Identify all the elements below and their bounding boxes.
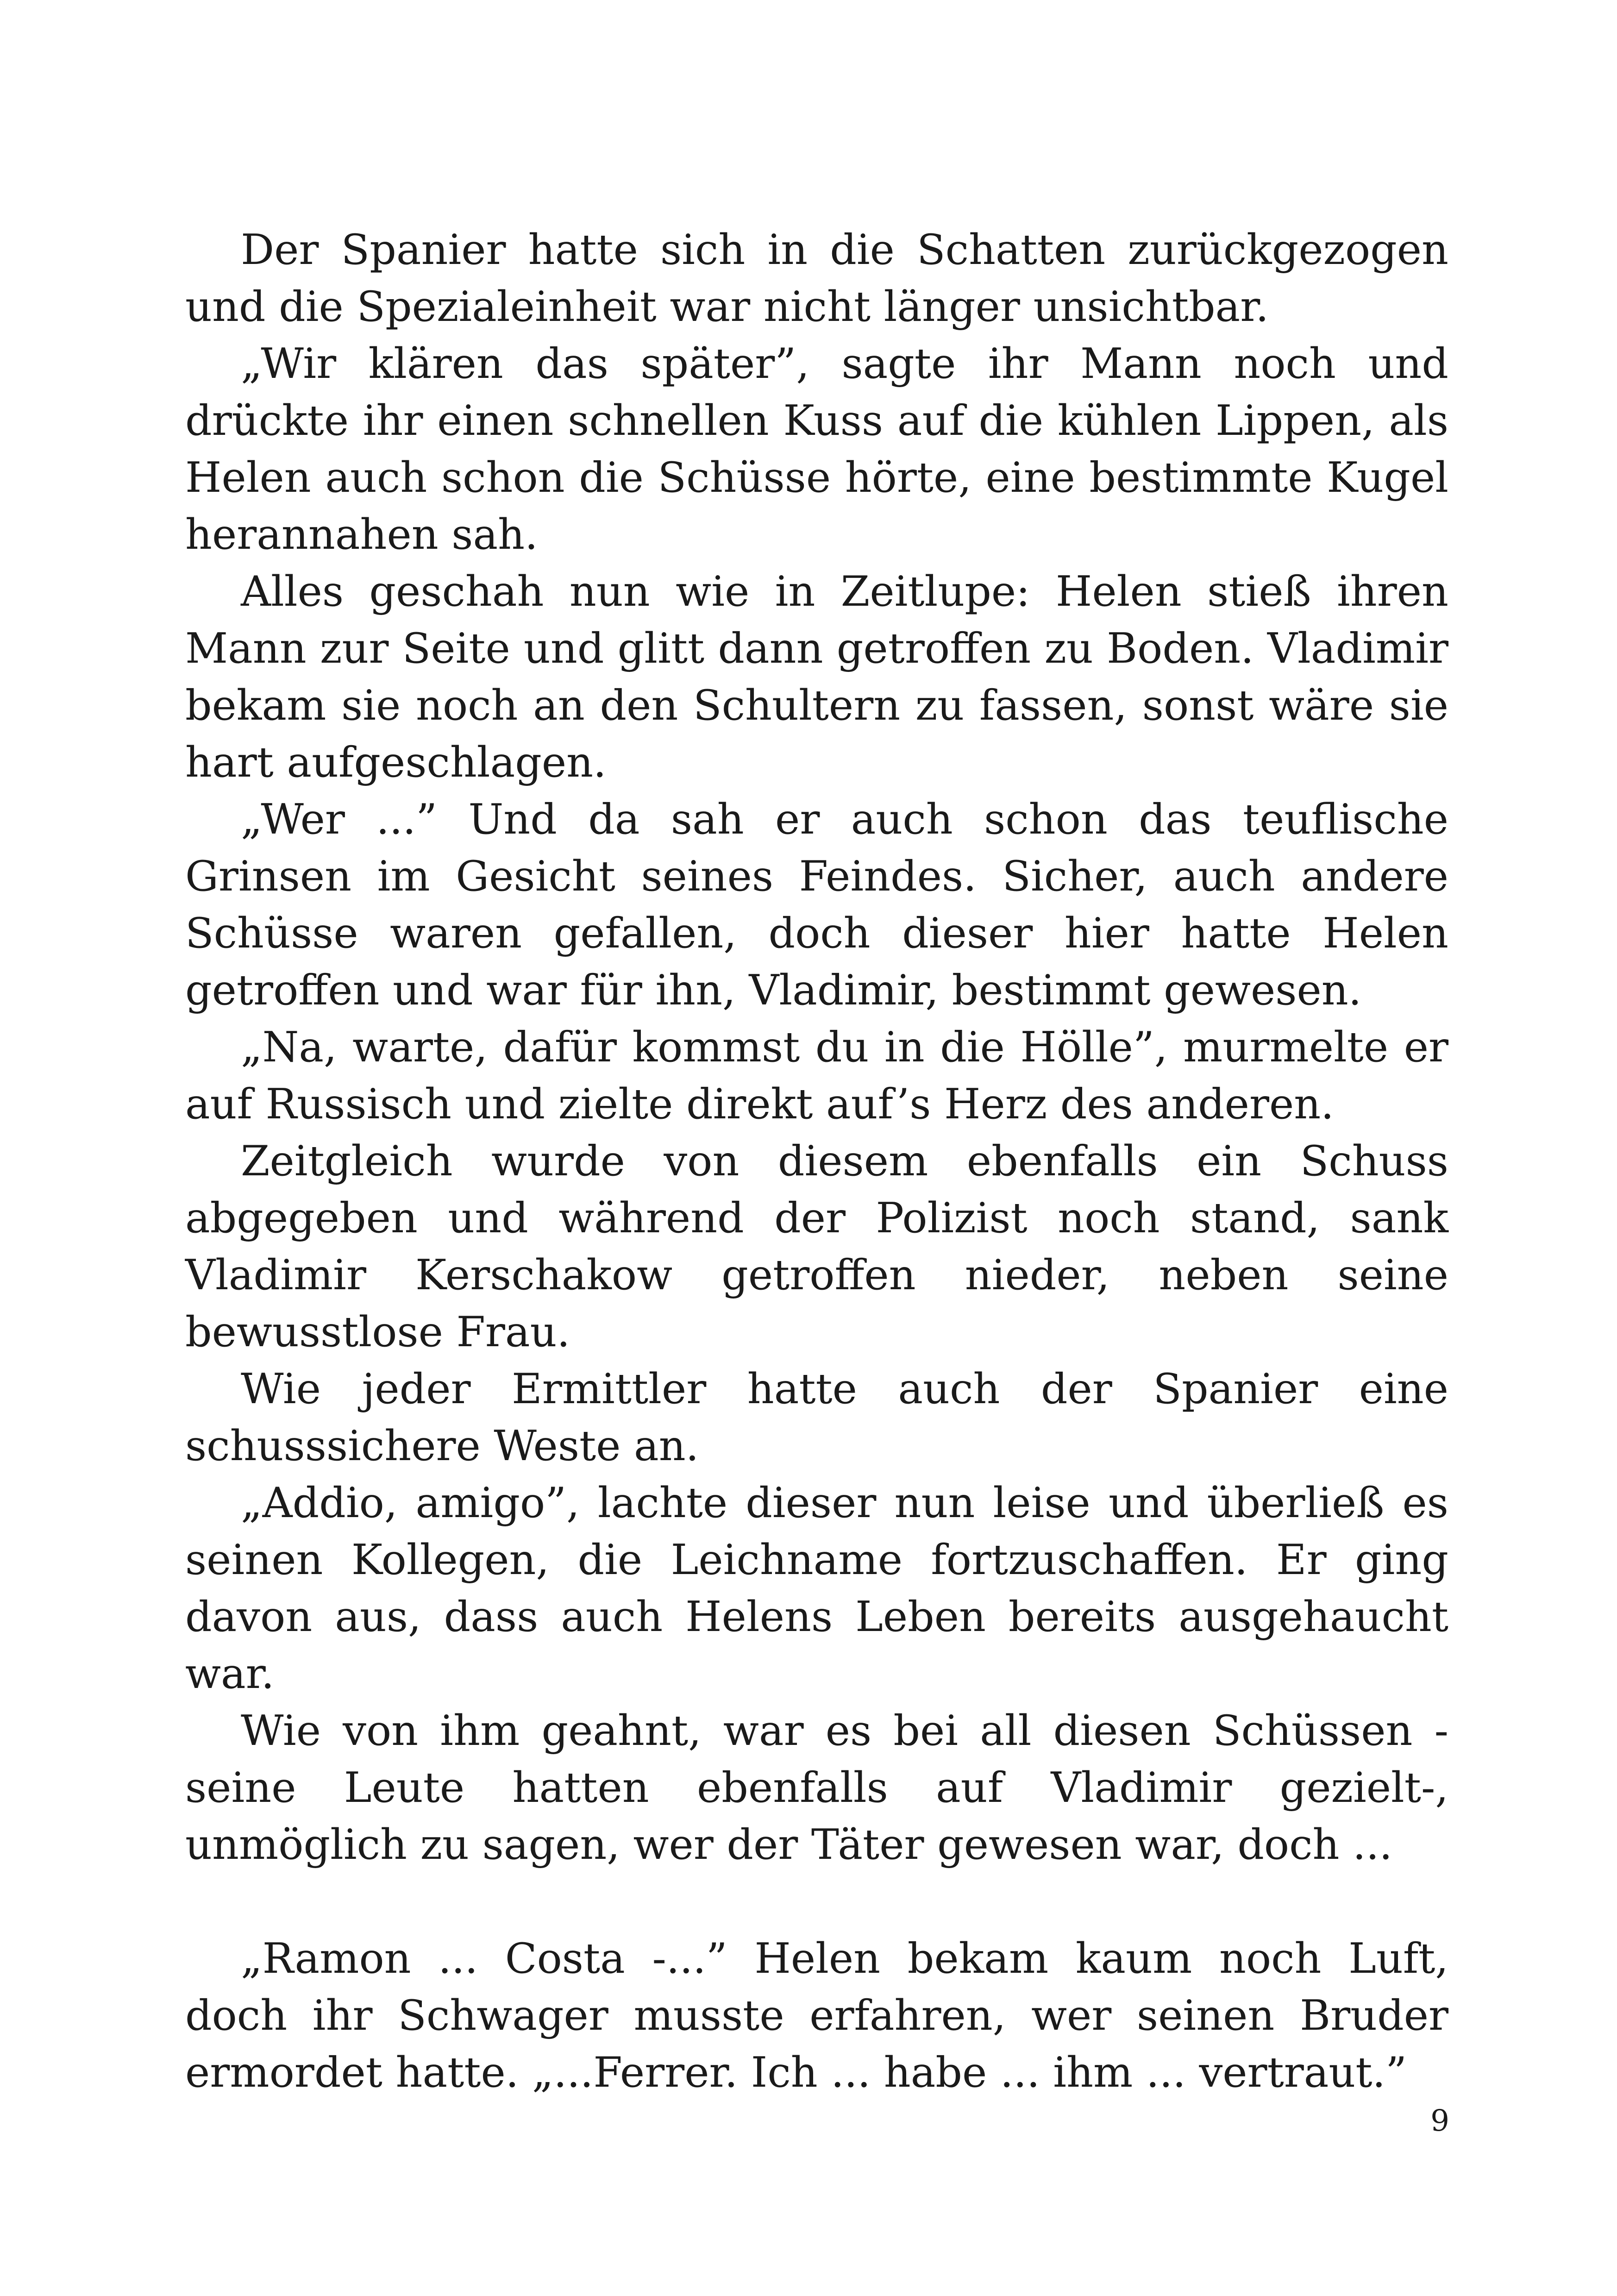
paragraph-2: „Wir klären das später”, sagte ihr Mann noch und drückte ihr einen schnellen Kuss auf die kühlen Lippen, als Helen auch schon die Schüsse hörte, eine bestimmte Kugel herannahen sah. [185,339,1448,559]
paragraph-3: Alles geschah nun wie in Zeitlupe: Helen stieß ihren Mann zur Seite und glitt dann getroffen zu Boden. Vladimir bekam sie noch an den Schultern zu fassen, sonst wäre sie hart aufgeschlagen. [185,567,1448,787]
paragraph-7: Wie jeder Ermittler hatte auch der Spanier eine schusssichere Weste an. [185,1365,1448,1470]
paragraph-6: Zeitgleich wurde von diesem ebenfalls ein Schuss abgegeben und während der Polizist noch stand, sank Vladimir Kerschakow getroffen nieder, neben seine bewusstlose Frau. [185,1137,1448,1356]
paragraph-1: Der Spanier hatte sich in die Schatten zurückgezogen und die Spezialeinheit war nicht länger unsichtbar. [185,226,1448,331]
paragraph-10: „Ramon ... Costa -...” Helen bekam kaum noch Luft, doch ihr Schwager musste erfahren, wer seinen Bruder ermordet hatte. „...Ferrer. Ich ... habe ... ihm ... vertraut.” [185,1934,1448,2097]
paragraph-5: „Na, warte, dafür kommst du in die Hölle”, murmelte er auf Russisch und zielte direkt auf’s Herz des anderen. [185,1023,1448,1129]
body-text [185,221,1448,2101]
paragraph-4: „Wer ...” Und da sah er auch schon das teuflische Grinsen im Gesicht seines Feindes. Sicher, auch andere Schüsse waren gefallen, doch dieser hier hatte Helen getroffen und war für ihn, Vladimir, bestimmt gewesen. [185,795,1448,1015]
scene-break [185,1873,1448,1930]
paragraph-9: Wie von ihm geahnt, war es bei all diesen Schüssen -seine Leute hatten ebenfalls auf Vladimir gezielt-, unmöglich zu sagen, wer der Täter gewesen war, doch ... [185,1706,1448,1869]
page-number: 9 [1430,2104,1449,2138]
paragraph-8: „Addio, amigo”, lachte dieser nun leise und überließ es seinen Kollegen, die Leichname fortzuschaffen. Er ging davon aus, dass auch Helens Leben bereits ausgehaucht war. [185,1479,1448,1698]
